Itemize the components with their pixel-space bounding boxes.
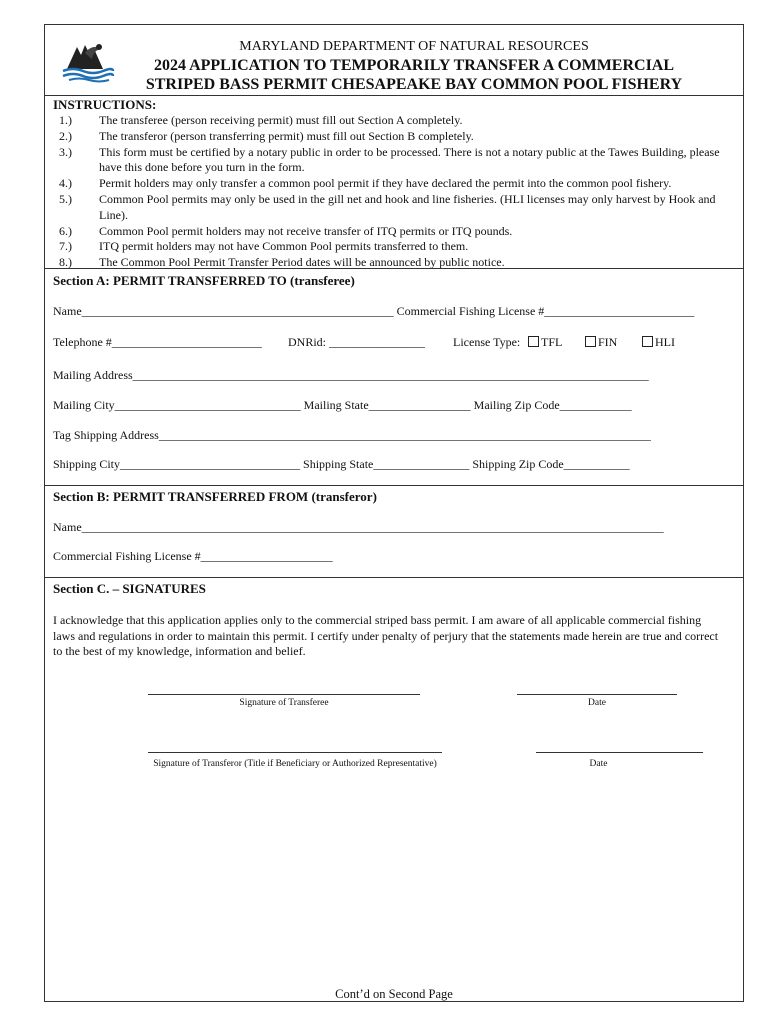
- section-a-divider: [45, 268, 743, 269]
- transferor-date-caption: Date: [589, 759, 608, 769]
- transferor-license-field[interactable]: Commercial Fishing License #______________________: [53, 549, 333, 563]
- header-divider: [45, 95, 743, 96]
- form-page: [44, 24, 744, 1002]
- instruction-item: 8.) The Common Pool Permit Transfer Period dates will be announced by public notice.: [59, 255, 505, 270]
- mailing-city-state-zip-field[interactable]: Mailing City_______________________________ Mailing State_________________ Mailing Zip Code____________: [53, 398, 632, 412]
- instruction-item: 3.) This form must be certified by a notary public in order to be processed. There is not a notary public at the Tawes Building, please have this done before you turn in the form.: [59, 144, 720, 175]
- checkbox-icon[interactable]: [528, 336, 539, 347]
- checkbox-icon[interactable]: [585, 336, 596, 347]
- transferee-signature-caption: Signature of Transferee: [239, 698, 329, 708]
- instruction-item: 7.) ITQ permit holders may not have Common Pool permits transferred to them.: [59, 239, 469, 254]
- instruction-item: 6.) Common Pool permit holders may not receive transfer of ITQ permits or ITQ pounds.: [59, 223, 513, 238]
- transferee-date-line[interactable]: [517, 694, 677, 695]
- transferor-name-field[interactable]: Name_________________________________________________________________________________________________: [53, 520, 664, 534]
- agency-name: MARYLAND DEPARTMENT OF NATURAL RESOURCES: [239, 39, 589, 54]
- instruction-item: 2.) The transferor (person transferring permit) must fill out Section B completely.: [59, 128, 474, 143]
- section-b-heading: Section B: PERMIT TRANSFERRED FROM (transferor): [53, 489, 377, 504]
- license-type-tfl-checkbox[interactable]: TFL: [528, 335, 562, 350]
- instruction-item: 4.) Permit holders may only transfer a common pool permit if they have declared the permit into the common pool fishery.: [59, 176, 672, 191]
- transferor-date-line[interactable]: [536, 752, 703, 753]
- instruction-item: 1.) The transferee (person receiving permit) must fill out Section A completely.: [59, 113, 463, 127]
- transferee-name-license-field[interactable]: Name____________________________________________________ Commercial Fishing License #_________________________: [53, 304, 695, 318]
- continued-footer: Cont’d on Second Page: [335, 987, 453, 1001]
- license-type-fin-checkbox[interactable]: FIN: [585, 335, 617, 350]
- instructions-heading: INSTRUCTIONS:: [53, 97, 157, 112]
- instruction-item: 5.) Common Pool permits may only be used in the gill net and hook and line fisheries. (HLI licenses may only harvest by Hook and Line).: [59, 191, 716, 222]
- license-type-label: License Type:: [453, 335, 521, 349]
- transferee-telephone-field[interactable]: Telephone #_________________________: [53, 335, 262, 349]
- mailing-address-field[interactable]: Mailing Address______________________________________________________________________________________: [53, 368, 649, 382]
- section-a-heading: Section A: PERMIT TRANSFERRED TO (transferee): [53, 273, 355, 288]
- instructions-list: [59, 113, 739, 271]
- form-title-line-1: 2024 APPLICATION TO TEMPORARILY TRANSFER A COMMERCIAL: [153, 57, 675, 74]
- acknowledgement-text: I acknowledge that this application applies only to the commercial striped bass permit. I am aware of all applicable commercial fishing laws and regulations in order to maintain this permit. I certify under penalty of perjury that the statements made herein are true and correct to the best of my knowledge, information and belief.: [53, 613, 719, 658]
- checkbox-icon[interactable]: [642, 336, 653, 347]
- transferee-date-caption: Date: [588, 698, 606, 708]
- section-b-divider: [45, 485, 743, 486]
- shipping-city-state-zip-field[interactable]: Shipping City______________________________ Shipping State________________ Shipping Zip Code___________: [53, 457, 630, 471]
- license-type-hli-checkbox[interactable]: HLI: [642, 335, 675, 350]
- form-title-line-2: STRIPED BASS PERMIT CHESAPEAKE BAY COMMON POOL FISHERY: [145, 76, 683, 93]
- transferee-signature-line[interactable]: [148, 694, 420, 695]
- transferee-dnrid-field[interactable]: DNRid: ________________: [288, 335, 426, 349]
- section-c-divider: [45, 577, 743, 578]
- transferor-signature-caption: Signature of Transferor (Title if Beneficiary or Authorized Representative): [153, 759, 437, 769]
- tag-shipping-address-field[interactable]: Tag Shipping Address__________________________________________________________________________________: [53, 428, 651, 442]
- section-c-heading: Section C. – SIGNATURES: [53, 581, 206, 596]
- transferor-signature-line[interactable]: [148, 752, 442, 753]
